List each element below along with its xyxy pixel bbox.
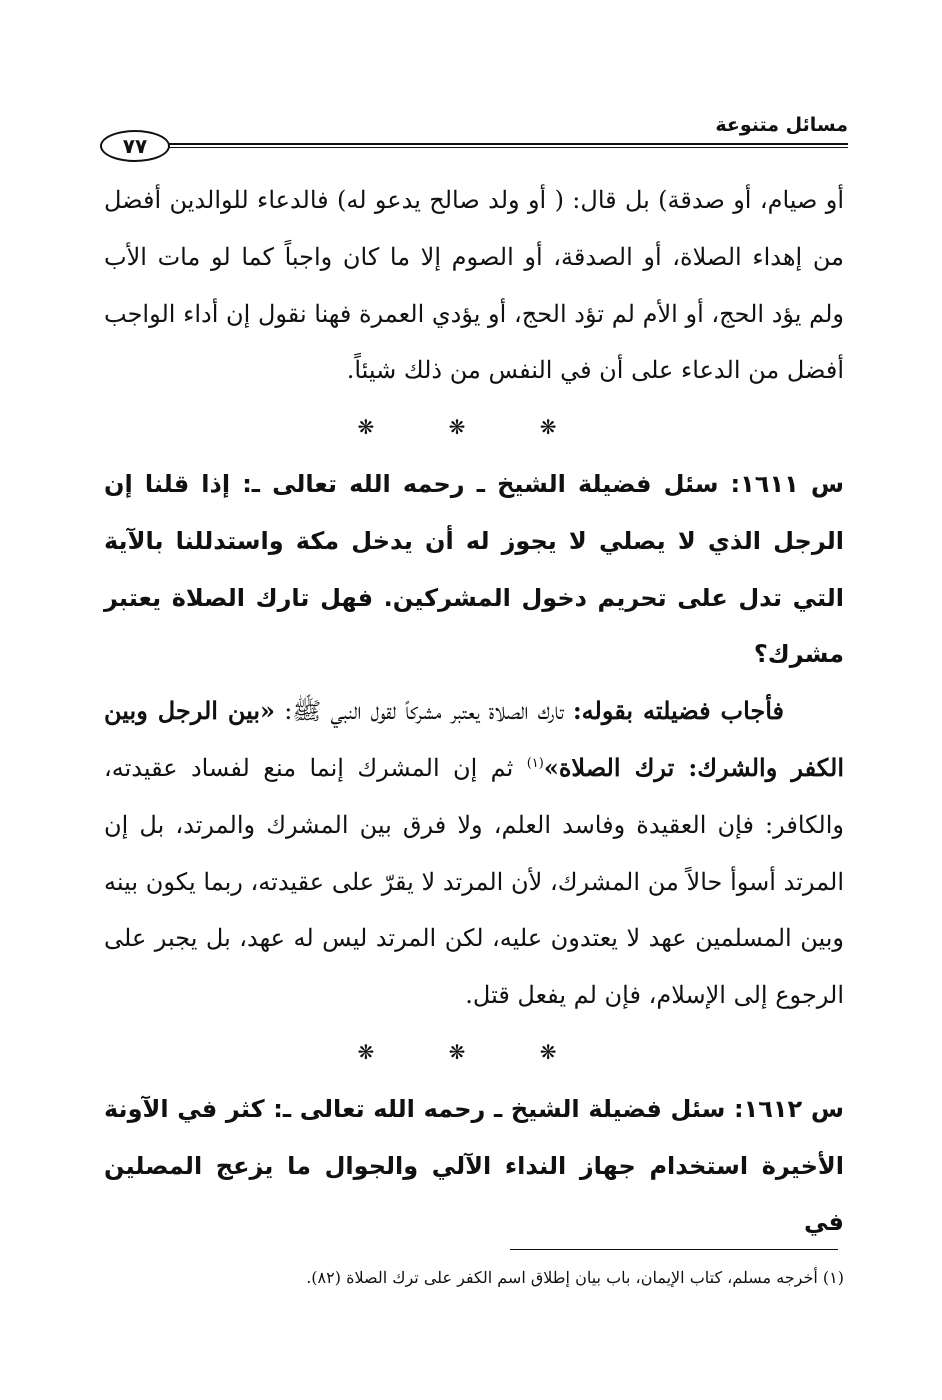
running-header [100, 108, 848, 158]
page-body [104, 172, 844, 1251]
footnote-rule [510, 1249, 838, 1250]
paragraph-continued-answer: أو صيام، أو صدقة) بل قال: ( أو ولد صالح يدعو له) فالدعاء للوالدين أفضل من إهداء الصلاة، أو الصدقة، أو الصوم إلا ما كان واجباً كما لو مات الأب ولم يؤد الحج، أو الأم لم تؤد الحج، أو يؤدي العمرة فهنا نقول إن أداء الواجب أفضل من الدعاء على أن في النفس من ذلك شيئاً. [104, 186, 844, 385]
answer-1611 [104, 683, 844, 1024]
answer-text-part2: ثم إن المشرك إنما منع لفساد عقيدته، والكافر: فإن العقيدة وفاسد العلم، ولا فرق بين المشرك والمرتد، بل إن المرتد أسوأ حالاً من المشرك، لأن المرتد لا يقرّ على عقيدته، ربما يكون بينه وبين المسلمين عهد لا يعتدون عليه، لكن المرتد ليس له عهد، بل يجبر على الرجوع إلى الإسلام، فإن لم يفعل قتل. [104, 753, 844, 1010]
page-number: ٧٧ [100, 130, 170, 162]
answer-text-part1: تارك الصلاة يعتبر مشركاً لقول النبي ﷺ: [275, 697, 573, 726]
hadith-quote: «بين الرجل وبين الكفر والشرك: ترك الصلاة» [104, 696, 845, 782]
section-separator-2: ❋ ❋ ❋ [357, 1039, 591, 1064]
header-rule [152, 143, 848, 148]
question-1611: س ١٦١١: سئل فضيلة الشيخ ـ رحمه الله تعالى ـ: إذا قلنا إن الرجل الذي لا يصلي لا يجوز له أن يدخل مكة واستدللنا بالآية التي تدل على تحريم دخول المشركين. فهل تارك الصلاة يعتبر مشرك؟ [104, 469, 844, 669]
footnote: (١) أخرجه مسلم، كتاب الإيمان، باب بيان إطلاق اسم الكفر على ترك الصلاة (٨٢). [306, 1268, 844, 1287]
chapter-title: مسائل متنوعة [715, 114, 848, 136]
answer-lead: فأجاب فضيلته بقوله: [572, 696, 784, 726]
question-1612: س ١٦١٢: سئل فضيلة الشيخ ـ رحمه الله تعالى ـ: كثر في الآونة الأخيرة استخدام جهاز النداء الآلي والجوال ما يزعج المصلين في [104, 1094, 844, 1237]
footnote-reference: (١) [526, 755, 544, 771]
section-separator: ❋ ❋ ❋ [357, 415, 591, 440]
